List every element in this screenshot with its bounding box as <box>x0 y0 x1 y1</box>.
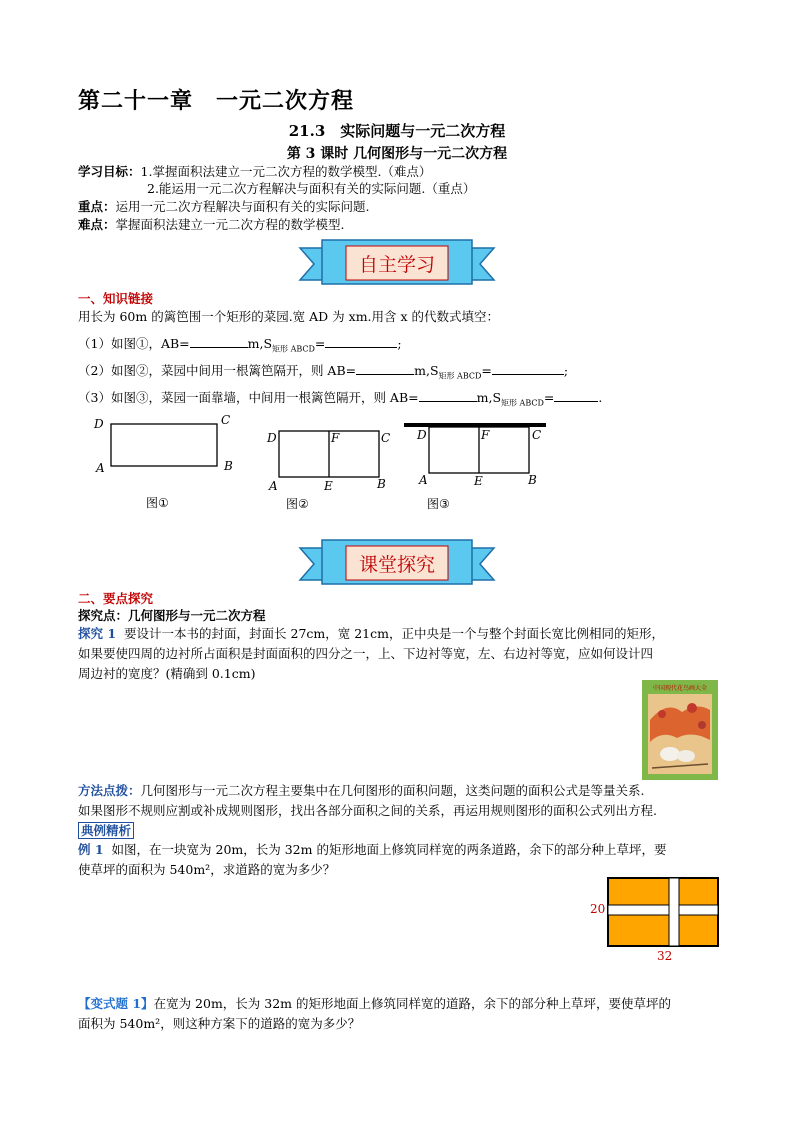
method-line2: 如果图形不规则应割或补成规则图形，找出各部分面积之间的关系，再运用规则图形的面积公式列出方程. <box>78 803 657 818</box>
fig2-label-b: B <box>377 477 386 491</box>
key-text: 运用一元二次方程解决与面积有关的实际问题. <box>115 199 370 214</box>
fig3-caption: 图③ <box>427 497 450 511</box>
fig3-label-f: F <box>481 428 490 442</box>
question-2 <box>78 362 568 385</box>
example-tag-text: 典例精析 <box>78 822 134 839</box>
variant-1-line1: 在宽为 20m，长为 32m 的矩形地面上修筑同样宽的道路，余下的部分种上草坪，要使草坪的 <box>153 996 672 1011</box>
q3-blank-area[interactable] <box>554 389 598 402</box>
example-tag <box>78 822 134 839</box>
learning-goals <box>78 163 431 180</box>
method-tip <box>78 781 720 821</box>
difficult-point <box>78 216 345 233</box>
q2-end: = <box>481 363 492 378</box>
q3-tail: . <box>598 390 603 405</box>
goal-item-1: 1.掌握面积法建立一元二次方程的数学模型.（难点） <box>140 164 432 179</box>
book-cover-image <box>642 680 718 780</box>
q1-mid: m,S <box>247 336 273 351</box>
lesson-title: 第 3 课时 几何图形与一元二次方程 <box>286 146 508 162</box>
example-1-line2: 使草坪的面积为 540m²，求道路的宽为多少？ <box>78 862 336 877</box>
chapter-title: 第二十一章 一元二次方程 <box>78 89 355 114</box>
example-1-label: 例 1 <box>78 842 104 857</box>
q2-mid: m,S <box>414 363 439 378</box>
figure-1 <box>90 412 250 512</box>
fig2-label-e: E <box>324 479 333 493</box>
question-1 <box>78 335 402 358</box>
q1-prefix: （1）如图①，AB= <box>78 336 190 351</box>
method-line1: 几何图形与一元二次方程主要集中在几何图形的面积问题，这类问题的面积公式是等量关系. <box>140 783 645 798</box>
banner-text: 自主学习 <box>358 254 435 276</box>
q2-tail: ; <box>563 363 569 378</box>
q1-sub: 矩形 ABCD <box>272 344 315 354</box>
fig1-label-c: C <box>221 413 231 427</box>
q3-mid: m,S <box>476 390 502 405</box>
q3-prefix: （3）如图③，菜园一面靠墙，中间用一根篱笆隔开，则 AB= <box>78 390 419 405</box>
q2-sub: 矩形 ABCD <box>438 371 482 381</box>
key-label: 重点： <box>78 199 116 214</box>
fig1-label-a: A <box>96 461 105 475</box>
fig2-caption: 图② <box>286 497 309 511</box>
explore-1-line1: 要设计一本书的封面，封面长 27cm，宽 21cm，正中央是一个与整个封面长宽比例相同的矩形， <box>124 626 664 641</box>
q1-blank-ab[interactable] <box>190 335 248 348</box>
horizontal-road <box>608 905 718 915</box>
field-width-label: 20 <box>590 902 606 916</box>
q1-end: = <box>314 336 326 351</box>
variant-1-line2: 面积为 540m²，则这种方案下的道路的宽为多少？ <box>78 1016 361 1031</box>
explore-1 <box>78 624 720 684</box>
fig1-label-d: D <box>94 417 104 431</box>
fig2-label-c: C <box>381 431 391 445</box>
fig2-label-a: A <box>269 479 278 493</box>
fig1-rectangle <box>111 424 217 466</box>
figure-3 <box>404 418 554 512</box>
method-label: 方法点拨： <box>78 783 141 798</box>
knowledge-intro: 用长为 60m 的篱笆围一个矩形的菜园.宽 AD 为 xm.用含 x 的代数式填空： <box>78 309 500 324</box>
diff-text: 掌握面积法建立一元二次方程的数学模型. <box>115 217 345 232</box>
banner-class-explore <box>298 536 496 590</box>
q2-prefix: （2）如图②，菜园中间用一根篱笆隔开，则 AB= <box>78 363 357 378</box>
key-point <box>78 198 370 215</box>
example-1-line1: 如图，在一块宽为 20m，长为 32m 的矩形地面上修筑同样宽的两条道路，余下的部分种上草坪，要 <box>111 842 667 857</box>
explore-point: 探究点：几何图形与一元二次方程 <box>78 608 266 623</box>
book-cover-title: 中国现代花鸟画大全 <box>652 685 708 692</box>
heading-knowledge-link: 一、知识链接 <box>78 291 154 306</box>
variant-1-label: 【变式题 1】 <box>78 996 154 1011</box>
example-1 <box>78 840 720 880</box>
field-length-label: 32 <box>657 949 673 962</box>
q1-blank-area[interactable] <box>325 335 397 348</box>
fig3-label-c: C <box>532 428 542 442</box>
q3-end: = <box>543 390 555 405</box>
goal-item-2: 2.能运用一元二次方程解决与面积有关的实际问题.（重点） <box>147 181 476 196</box>
diff-label: 难点： <box>78 217 116 232</box>
question-3 <box>78 389 602 412</box>
q2-blank-area[interactable] <box>492 362 564 375</box>
fig3-label-d: D <box>417 428 427 442</box>
q3-sub: 矩形 ABCD <box>501 398 544 408</box>
q1-tail: ; <box>397 336 402 351</box>
explore-1-line3: 周边衬的宽度？(精确到 0.1cm) <box>78 666 256 681</box>
explore-1-label: 探究 1 <box>78 626 117 641</box>
goals-label: 学习目标： <box>78 164 141 179</box>
field-figure <box>588 876 722 962</box>
fig3-label-b: B <box>528 473 537 487</box>
fig2-label-f: F <box>331 431 340 445</box>
fig3-label-a: A <box>419 473 428 487</box>
fig1-label-b: B <box>224 459 233 473</box>
explore-1-line2: 如果要使四周的边衬所占面积是封面面积的四分之一，上、下边衬等宽，左、右边衬等宽，应如何设计四 <box>78 646 654 661</box>
banner-self-study <box>298 236 496 290</box>
fig1-caption: 图① <box>146 496 169 510</box>
q2-blank-ab[interactable] <box>356 362 414 375</box>
variant-1 <box>78 994 720 1034</box>
q3-blank-ab[interactable] <box>419 389 477 402</box>
figure-2 <box>262 420 402 512</box>
banner-text: 课堂探究 <box>358 554 435 576</box>
heading-key-explore: 二、要点探究 <box>78 591 154 606</box>
fig3-label-e: E <box>474 474 483 488</box>
vertical-road <box>669 878 679 946</box>
section-title: 21.3 实际问题与一元二次方程 <box>288 122 506 140</box>
fig2-label-d: D <box>267 431 277 445</box>
